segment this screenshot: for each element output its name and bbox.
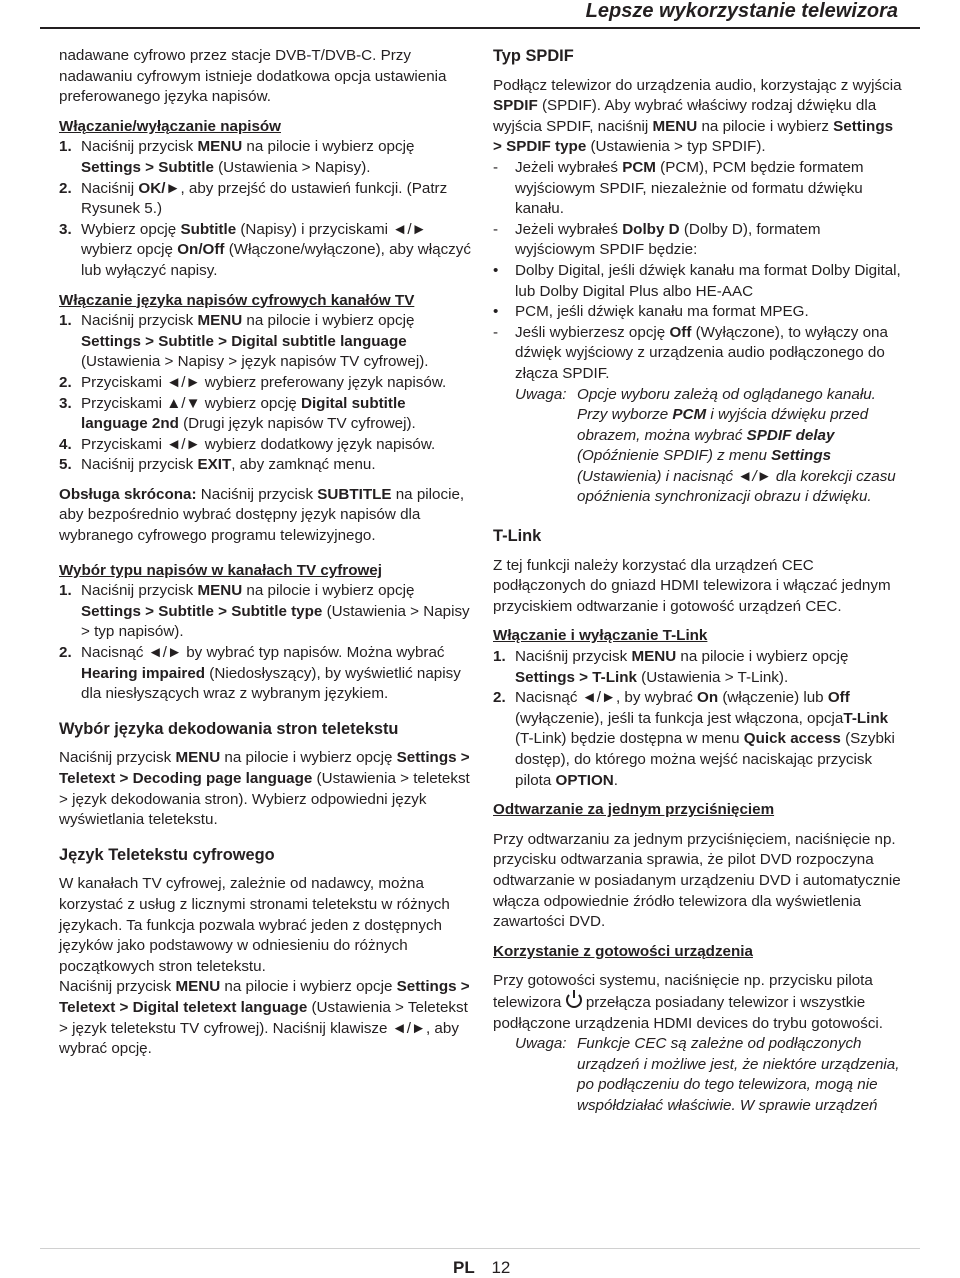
section-tlink-toggle-title: Włączanie i wyłączanie T-Link <box>493 627 708 645</box>
list-item: 1. Naciśnij przycisk MENU na pilocie i wybierz opcję Settings > Subtitle > Subtitle type (Ustawienia > Napisy > typ napisów). <box>59 582 470 641</box>
list-item: 5. Naciśnij przycisk EXIT, aby zamknąć menu. <box>59 456 376 474</box>
list-item: 3. Przyciskami ▲/▼ wybierz opcję Digital subtitle language 2nd (Drugi język napisów TV cyfrowej). <box>59 394 416 433</box>
power-icon <box>566 992 582 1008</box>
page-number: 12 <box>491 1258 511 1277</box>
teletext-decoding-paragraph: Naciśnij przycisk MENU na pilocie i wybierz opcję Settings > Teletext > Decoding page language (Ustawienia > teletekst > język dekodowania stron). Wybierz odpowiedni język wyświetlania teletekstu. <box>59 749 470 829</box>
list-item: 2. Nacisnąć ◄/►, by wybrać On (włączenie) lub Off (wyłączenie), jeśli ta funkcja jest włączona, opcjaT-Link (T-Link) będzie dostępna w menu Quick access (Szybki dostęp), do którego można wejść naciskając przycisk pilota OPTION. <box>493 689 895 789</box>
footer-language: PL <box>453 1258 475 1277</box>
system-standby-paragraph: Przy gotowości systemu, naciśnięcie np. przycisku pilota telewizora przełącza posiadany telewizor i wszystkie podłączone urządzenia HDMI devices do trybu gotowości. <box>493 972 884 1032</box>
section-digital-teletext-title: Język Teletekstu cyfrowego <box>59 845 275 864</box>
list-item: - Jeśli wybierzesz opcję Off (Wyłączone), to wyłączy ona dźwięk wyjściowy z urządzenia audio podłączonego do złącza SPDIF. <box>493 323 888 382</box>
right-column <box>493 46 903 1117</box>
list-item: 1. Naciśnij przycisk MENU na pilocie i wybierz opcję Settings > T-Link (Ustawienia > T-Link). <box>493 648 849 686</box>
spdif-paragraph: Podłącz telewizor do urządzenia audio, korzystając z wyjścia SPDIF (SPDIF). Aby wybrać właściwy rodzaj dźwięku dla wyjścia SPDIF, naciśnij MENU na pilocie i wybierz Settings > SPDIF type (Ustawienia > typ SPDIF). <box>493 76 902 156</box>
footer-divider <box>40 1248 920 1249</box>
section-one-touch-play-title: Odtwarzanie za jednym przyciśnięciem <box>493 801 775 819</box>
section-subtitle-type-title: Wybór typu napisów w kanałach TV cyfrowej <box>59 561 382 579</box>
tlink-paragraph: Z tej funkcji należy korzystać dla urządzeń CEC podłączonych do gniazd HDMI telewizora i włączać jednym przyciskiem odtwarzanie i gotowość urządzeń CEC. <box>493 556 891 615</box>
section-digital-subtitle-language-title: Włączanie języka napisów cyfrowych kanałów TV <box>59 291 415 309</box>
page-footer <box>453 1258 510 1278</box>
list-item: - Jeżeli wybrałeś Dolby D (Dolby D), formatem wyjściowym SPDIF będzie: <box>493 220 821 259</box>
section-tlink-title: T-Link <box>493 527 542 546</box>
list-item: 4. Przyciskami ◄/► wybierz dodatkowy język napisów. <box>59 435 436 453</box>
header-divider <box>40 27 920 29</box>
list-item: 2. Naciśnij OK/►, aby przejść do ustawień funkcji. (Patrz Rysunek 5.) <box>59 179 448 218</box>
section-spdif-title: Typ SPDIF <box>493 47 574 65</box>
section-subtitles-toggle-title: Włączanie/wyłączanie napisów <box>59 117 281 135</box>
shortcut-paragraph: Obsługa skrócona: Naciśnij przycisk SUBTITLE na pilocie, aby bezpośrednio wybrać dostępny język napisów dla wybranego cyfrowego programu telewizyjnego. <box>59 485 465 545</box>
intro-paragraph: nadawane cyfrowo przez stacje DVB-T/DVB-C. Przy nadawaniu cyfrowym istnieje dodatkowa opcja ustawienia preferowanego języka napisów. <box>59 47 447 106</box>
list-item: 2. Nacisnąć ◄/► by wybrać typ napisów. Można wybrać Hearing impaired (Niedosłyszący), by wyświetlić napisy dla niesłyszących wraz z wybranym językiem. <box>59 644 461 703</box>
cec-note: Uwaga: Funkcje CEC są zależne od podłączonych urządzeń i możliwe jest, że niektóre urządzenia, po podłączeniu do tego telewizora, mogą nie współdziałać właściwie. W sprawie urządzeń <box>515 1035 900 1114</box>
section-teletext-decoding-title: Wybór języka dekodowania stron teletekstu <box>59 719 399 738</box>
list-item: 3. Wybierz opcję Subtitle (Napisy) i przyciskami ◄/► wybierz opcję On/Off (Włączone/wyłączone), aby włączyć lub wyłączyć napisy. <box>59 220 471 279</box>
digital-teletext-paragraph: W kanałach TV cyfrowej, zależnie od nadawcy, można korzystać z usług z licznymi stronami teletekstu w różnych językach. Ta funkcja pozwala wybrać jeden z dostępnych języków jako podstawowy w odniesieniu do różnych początkowych stron teletekstu. <box>59 875 450 975</box>
page-header-title: Lepsze wykorzystanie telewizora <box>585 0 898 22</box>
digital-teletext-instructions: Naciśnij przycisk MENU na pilocie i wybierz opcje Settings > Teletext > Digital teletext language (Ustawienia > Teletekst > język teletekstu TV cyfrowej). Naciśnij klawisze ◄/►, aby wybrać opcję. <box>59 978 470 1058</box>
spdif-note: Uwaga: Opcje wyboru zależą od oglądanego kanału. Przy wyborze PCM i wyjścia dźwięku przed obrazem, można wybrać SPDIF delay (Opóźnienie SPDIF) z menu Settings (Ustawienia) i nacisnąć ◄/► dla korekcji czasu opóźnienia synchronizacji obrazu i dźwięku. <box>515 385 896 506</box>
list-item: • Dolby Digital, jeśli dźwięk kanału ma format Dolby Digital, lub Dolby Digital Plus albo HE-AAC <box>493 261 901 300</box>
list-item: 1. Naciśnij przycisk MENU na pilocie i wybierz opcję Settings > Subtitle > Digital subtitle language (Ustawienia > Napisy > język napisów TV cyfrowej). <box>59 312 429 371</box>
left-column <box>59 46 471 1060</box>
list-item: • PCM, jeśli dźwięk kanału ma format MPEG. <box>493 303 809 321</box>
list-item: 1. Naciśnij przycisk MENU na pilocie i wybierz opcję Settings > Subtitle (Ustawienia > Napisy). <box>59 138 415 176</box>
list-item: - Jeżeli wybrałeś PCM (PCM), PCM będzie formatem wyjściowym SPDIF, niezależnie od formatu dźwięku kanału. <box>493 158 864 218</box>
list-item: 2. Przyciskami ◄/► wybierz preferowany język napisów. <box>59 373 447 391</box>
section-system-standby-title: Korzystanie z gotowości urządzenia <box>493 942 753 960</box>
one-touch-play-paragraph: Przy odtwarzaniu za jednym przyciśnięciem, naciśnięcie np. przycisku odtwarzania sprawia, że pilot DVD rozpoczyna odtwarzanie w posiadanym urządzeniu DVD i automatycznie włącza odpowiednie źródło telewizora dla wyświetlenia zawartości DVD. <box>493 830 901 931</box>
